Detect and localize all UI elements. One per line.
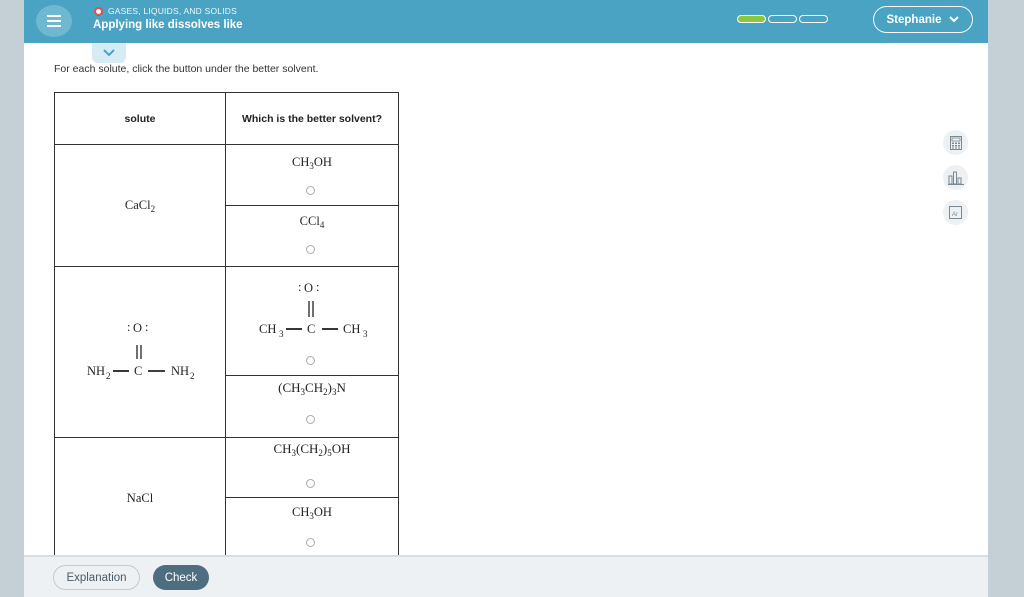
- acetone-structure: [226, 267, 398, 342]
- table-row: [55, 145, 399, 267]
- solvent-option: [226, 145, 398, 206]
- solvent-option: [226, 498, 398, 559]
- solvent-formula: $CH_3(CH_2)_5OH$: [273, 441, 351, 458]
- progress-segment: [799, 15, 828, 23]
- collapse-toggle[interactable]: [92, 43, 126, 63]
- menu-button[interactable]: [36, 5, 72, 37]
- progress-segment: [737, 15, 766, 23]
- chevron-down-icon: [103, 49, 115, 57]
- solvent-option: [226, 438, 398, 498]
- svg-text:3: 3: [279, 329, 284, 339]
- solvent-radio[interactable]: [306, 415, 315, 424]
- solute-cell: [55, 438, 226, 560]
- urea-structure: [55, 307, 225, 397]
- explanation-button[interactable]: Explanation: [53, 565, 140, 590]
- solvent-formula: $CH_3OH$: [292, 505, 332, 521]
- solvent-radio[interactable]: [306, 186, 315, 195]
- svg-text:Ar: Ar: [952, 212, 958, 218]
- solvent-radio[interactable]: [306, 538, 315, 547]
- table-header-row: [55, 93, 399, 145]
- periodic-table-button[interactable]: [943, 200, 968, 225]
- solvent-radio[interactable]: [306, 356, 315, 365]
- svg-text:CH: CH: [343, 322, 361, 336]
- svg-text:NH: NH: [87, 364, 106, 378]
- solute-column-header: solute: [55, 93, 226, 145]
- progress-bar: [737, 15, 828, 23]
- periodic-table-icon: [949, 206, 962, 219]
- table-row: [55, 267, 399, 438]
- svg-text:O: O: [304, 281, 314, 295]
- solvent-formula: $(CH_3CH_2)_3N$: [278, 380, 346, 397]
- chart-button[interactable]: [943, 165, 968, 190]
- solute-formula: NaCl: [126, 491, 154, 505]
- solvent-formula: $CH_3OH$: [292, 155, 332, 171]
- svg-text::: :: [145, 320, 149, 334]
- solvent-option: [226, 376, 398, 437]
- user-menu-button[interactable]: [873, 6, 973, 33]
- calculator-icon: [950, 136, 962, 150]
- topic-status-icon: [94, 7, 103, 16]
- topic-label: [94, 6, 237, 16]
- calculator-button[interactable]: [943, 130, 968, 155]
- instruction-text: For each solute, click the button under the better solvent.: [54, 63, 319, 75]
- svg-text:3: 3: [363, 329, 368, 339]
- solute-cell: [55, 145, 226, 267]
- solvent-cell: [226, 145, 399, 267]
- solvent-cell: [226, 267, 399, 438]
- solvent-column-header: Which is the better solvent?: [226, 93, 399, 145]
- svg-text:CH: CH: [259, 322, 277, 336]
- svg-text:C: C: [307, 322, 316, 336]
- solute-cell: [55, 267, 226, 438]
- progress-segment: [768, 15, 797, 23]
- chevron-down-icon: [949, 16, 959, 23]
- page-title: Applying like dissolves like: [93, 19, 243, 31]
- table-row: [55, 438, 399, 560]
- svg-text:2: 2: [106, 371, 111, 381]
- side-toolbar: [943, 130, 968, 225]
- svg-text::: :: [316, 280, 320, 294]
- svg-text:C: C: [134, 364, 143, 378]
- solvent-cell: [226, 438, 399, 560]
- topic-text: GASES, LIQUIDS, AND SOLIDS: [108, 6, 237, 16]
- solute-formula: CaCl$_2$: [124, 197, 156, 214]
- bar-chart-icon: [948, 171, 964, 185]
- user-name: Stephanie: [886, 13, 942, 26]
- check-button[interactable]: Check: [153, 565, 209, 590]
- solvent-option: [226, 206, 398, 266]
- hamburger-icon: [47, 15, 61, 27]
- solvent-radio[interactable]: [306, 479, 315, 488]
- svg-text::: :: [298, 280, 302, 294]
- svg-text:2: 2: [190, 371, 195, 381]
- app-window: [24, 0, 988, 597]
- top-bar: [24, 0, 988, 43]
- svg-text:O: O: [133, 321, 143, 335]
- solvent-formula: CCl$_4$: [299, 214, 325, 230]
- solvent-table: [54, 92, 399, 560]
- svg-text:NH: NH: [171, 364, 190, 378]
- solvent-radio[interactable]: [306, 245, 315, 254]
- footer-bar: [24, 555, 988, 597]
- svg-text::: :: [127, 320, 131, 334]
- solvent-option: [226, 267, 398, 376]
